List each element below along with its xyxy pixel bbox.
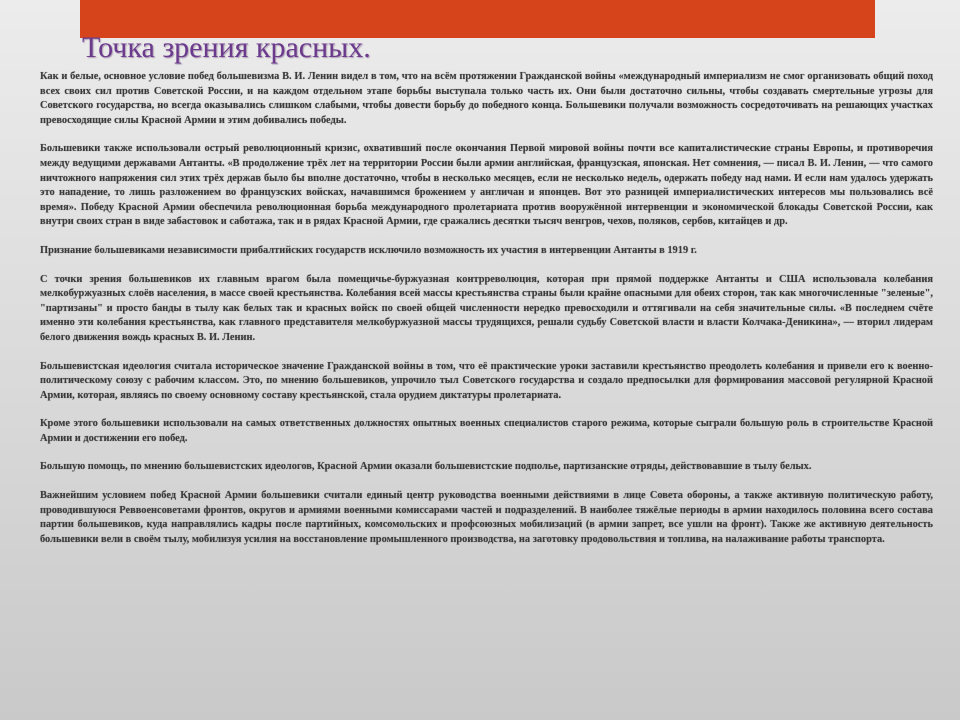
paragraph-3: Признание большевиками независимости прибалтийских государств исключило возможность их участия в интервенции Антанты в 1919 г.	[40, 244, 697, 256]
paragraph-7: Большую помощь, по мнению большевистских идеологов, Красной Армии оказали большевистские подполье, партизанские отряды, действовавшие в тылу белых.	[40, 461, 812, 473]
paragraph-4: С точки зрения большевиков их главным врагом была помещичье-буржуазная контрреволюция, которая при прямой поддержке Антанты и США использовала колебания мелкобуржуазных слоёв населения, в массе своей крестьянства. Колебания всей массы крестьянства страны были крайне опасными для обеих сторон, так как многочисленные "зеленые", "партизаны" и просто банды в тылу как белых так и красных войск по своей общей численности нередко превосходили и оттягивали на себя значительные силы. «В последнем счёте именно эти колебания крестьянства, как главного представителя мелкобуржуазной массы трудящихся, решали судьбу Советской власти и власти Колчака-Деникина», — вторил лидерам белого движения вождь красных В. И. Ленин.	[40, 273, 933, 343]
paragraph-5: Большевистская идеология считала историческое значение Гражданской войны в том, что её практические уроки заставили крестьянство преодолеть колебания и привели его к военно-политическому союзу с рабочим классом. Это, по мнению большевиков, упрочило тыл Советского государства и создало предпосылки для формирования массовой регулярной Красной Армии, которая, являясь по своему основному составу крестьянской, стала орудием диктатуры пролетариата.	[40, 360, 933, 401]
paragraph-8: Важнейшим условием побед Красной Армии большевики считали единый центр руководства военными действиями в лице Совета обороны, а также активную политическую работу, проводившуюся Реввоенсоветами фронтов, округов и армиями военными комиссарами частей и подразделений. В наиболее тяжёлые периоды в армии находилось половина всего состава партии большевиков, куда направлялись кадры после партийных, комсомольских и профсоюзных мобилизаций (в армии запрет, все ушли на фронт). Также же активную деятельность большевики вели в своём тылу, мобилизуя усилия на восстановление промышленного производства, на заготовку продовольствия и топлива, на налаживание работы транспорта.	[40, 490, 933, 545]
slide-title: Точка зрения красных.	[82, 31, 371, 64]
slide-body	[40, 70, 933, 715]
paragraph-2: Большевики также использовали острый революционный кризис, охвативший после окончания Первой мировой войны почти все капиталистические страны Европы, и противоречия между ведущими державами Антанты. «В продолжение трёх лет на территории России были армии английская, французская, японская. Нет сомнения, — писал В. И. Ленин, — что самого ничтожного напряжения сил этих трёх держав было бы вполне достаточно, чтобы в несколько месяцев, если не несколько недель, одержать победу над нами. И если нам удалось удержать это нападение, то лишь разложением во французских войсках, начавшимся брожением у англичан и японцев. Вот это разницей империалистических интересов мы пользовались всё время». Победу Красной Армии обеспечила революционная борьба международного пролетариата против вооружённой интервенции и экономической блокады Советской России, как внутри своих стран в виде забастовок и саботажа, так и в рядах Красной Армии, где сражались десятки тысяч венгров, чехов, поляков, сербов, китайцев и др.	[40, 143, 933, 228]
paragraph-6: Кроме этого большевики использовали на самых ответственных должностях опытных военных специалистов старого режима, которые сыграли большую роль в строительстве Красной Армии и достижении его побед.	[40, 418, 933, 444]
paragraph-1: Как и белые, основное условие побед большевизма В. И. Ленин видел в том, что на всём протяжении Гражданской войны «международный империализм не смог организовать общий поход всех своих сил против Советской России, и на каждом отдельном этапе борьбы выступала только часть их. Они были достаточно сильны, чтобы создавать смертельные угрозы для Советского государства, но всегда оказывались слишком слабыми, чтобы довести борьбу до победного конца. Большевики получали возможность сосредоточивать на решающих участках превосходящие силы Красной Армии и этим добивались победы.	[40, 71, 933, 126]
